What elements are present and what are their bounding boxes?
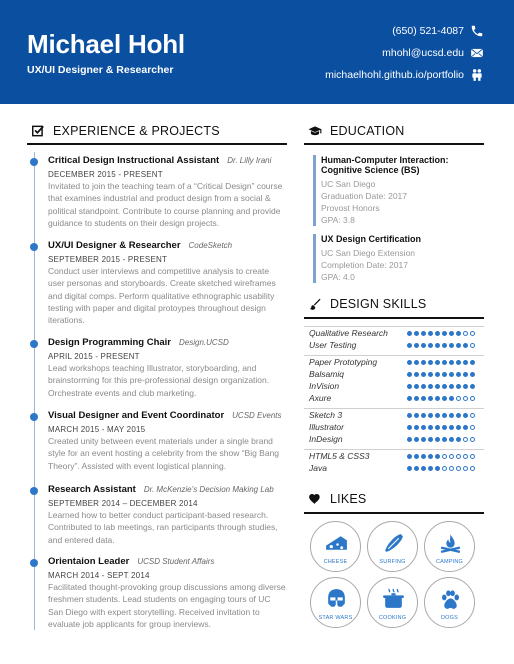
education-detail: UC San Diego Extension [321, 248, 416, 258]
experience-title: Research Assistant [48, 484, 136, 495]
experience-item [48, 556, 286, 630]
experience-title: Visual Designer and Event Coordinator [48, 410, 225, 421]
rating-dot-filled [456, 437, 461, 442]
rating-dot-filled [414, 343, 419, 348]
skill-rating [407, 384, 475, 389]
resume-header [0, 0, 514, 104]
rating-dot-filled [414, 454, 419, 459]
rating-dot-filled [428, 437, 433, 442]
skill-row [304, 421, 484, 433]
skill-row [304, 392, 484, 404]
rating-dot-empty [470, 454, 475, 459]
experience-item [48, 337, 286, 399]
experience-heading [31, 124, 220, 138]
rating-dot-filled [435, 396, 440, 401]
rating-dot-filled [456, 384, 461, 389]
rating-dot-filled [421, 343, 426, 348]
rating-dot-filled [407, 466, 412, 471]
experience-org: UCSD Events [232, 411, 282, 420]
rating-dot-filled [442, 413, 447, 418]
experience-title: Design Programming Chair [48, 337, 171, 348]
rating-dot-filled [414, 360, 419, 365]
skill-name: InVision [309, 381, 340, 391]
rating-dot-filled [428, 413, 433, 418]
rating-dot-filled [449, 396, 454, 401]
rating-dot-empty [470, 331, 475, 336]
skill-name: Paper Prototyping [309, 357, 378, 367]
experience-item [48, 484, 286, 546]
education-heading-text: EDUCATION [330, 124, 405, 138]
rating-dot-filled [435, 466, 440, 471]
rating-dot-filled [407, 413, 412, 418]
experience-title: Critical Design Instructional Assistant [48, 155, 220, 166]
rating-dot-filled [435, 425, 440, 430]
experience-item [48, 155, 286, 229]
rating-dot-filled [421, 466, 426, 471]
rating-dot-filled [442, 396, 447, 401]
experience-dates: SEPTEMBER 2015 - PRESENT [48, 255, 168, 264]
education-detail: UC San Diego [321, 179, 376, 189]
rating-dot-filled [463, 360, 468, 365]
education-detail: Graduation Date: 2017 [321, 191, 408, 201]
experience-item [48, 410, 286, 472]
rating-dot-filled [421, 437, 426, 442]
rating-dot-filled [407, 372, 412, 377]
rating-dot-empty [470, 425, 475, 430]
education-title: UX Design Certification [321, 234, 422, 244]
education-detail: GPA: 4.0 [321, 272, 355, 282]
experience-desc: Lead workshops teaching Illustrator, storyboarding, and brainstorming for this pre-professional design organization. Orchestrate events and club marketing. [48, 363, 270, 398]
rating-dot-filled [442, 360, 447, 365]
rating-dot-filled [449, 343, 454, 348]
rating-dot-filled [456, 372, 461, 377]
experience-dates: SEPTEMBER 2014 – DECEMBER 2014 [48, 499, 198, 508]
rating-dot-filled [414, 437, 419, 442]
skill-row [304, 380, 484, 392]
rating-dot-filled [421, 413, 426, 418]
skill-rating [407, 360, 475, 365]
rating-dot-filled [414, 331, 419, 336]
skill-rating [407, 331, 475, 336]
rating-dot-filled [456, 343, 461, 348]
contact-email[interactable] [382, 46, 484, 60]
rating-dot-empty [470, 437, 475, 442]
experience-desc: Created unity between event materials under a single brand style for an event hosting a celebrity from the show “Big Bang Theory”. Assisted with event logistical planning. [48, 436, 280, 471]
person-name: Michael Hohl [27, 29, 185, 59]
rating-dot-filled [428, 425, 433, 430]
skill-group [304, 408, 484, 445]
timeline-dot [30, 413, 38, 421]
rating-dot-empty [456, 396, 461, 401]
graduation-cap-icon [308, 124, 322, 138]
paw-icon [438, 587, 463, 612]
rating-dot-filled [449, 413, 454, 418]
rating-dot-filled [407, 360, 412, 365]
rating-dot-empty [449, 466, 454, 471]
like-label: CHEESE [323, 559, 348, 565]
rating-dot-empty [456, 466, 461, 471]
rating-dot-filled [414, 466, 419, 471]
skill-row [304, 368, 484, 380]
rating-dot-filled [449, 425, 454, 430]
rating-dot-filled [435, 372, 440, 377]
rating-dot-filled [407, 396, 412, 401]
like-star-wars [310, 577, 361, 628]
person-role: UX/UI Designer & Researcher [27, 64, 174, 76]
rating-dot-filled [407, 425, 412, 430]
campfire-icon [438, 531, 463, 556]
skill-row [304, 450, 484, 462]
experience-title: Orientaion Leader [48, 556, 130, 567]
like-surfing [367, 521, 418, 572]
rating-dot-filled [449, 372, 454, 377]
rating-dot-empty [449, 454, 454, 459]
skill-row [304, 339, 484, 351]
experience-desc: Learned how to better conduct participant-based research. Contributed to lab meetings, ran participants through studies, and entered data. [48, 510, 278, 545]
skill-group [304, 326, 484, 351]
skill-name: Java [309, 463, 327, 473]
experience-org: Dr. McKenzie’s Decision Making Lab [143, 485, 274, 494]
timeline-dot [30, 158, 38, 166]
rating-dot-filled [463, 425, 468, 430]
rating-dot-filled [435, 437, 440, 442]
rating-dot-filled [442, 343, 447, 348]
skills-heading-text: DESIGN SKILLS [330, 297, 427, 311]
experience-item [48, 240, 286, 326]
skill-rating [407, 466, 475, 471]
rating-dot-filled [428, 360, 433, 365]
rating-dot-filled [421, 396, 426, 401]
rating-dot-filled [407, 331, 412, 336]
rating-dot-filled [421, 454, 426, 459]
rating-dot-filled [449, 331, 454, 336]
skill-row [304, 409, 484, 421]
skill-name: Sketch 3 [309, 410, 343, 420]
skills-heading [308, 297, 426, 311]
experience-desc: Invitated to join the teaching team of a “Critical Design” course that examines industrial and product design from a social & political standpoint. Contribute to course planning and provide guidance to students on their design projects. [48, 181, 283, 228]
rating-dot-filled [456, 425, 461, 430]
rating-dot-filled [463, 343, 468, 348]
skill-rating [407, 425, 475, 430]
timeline-dot [30, 243, 38, 251]
rating-dot-filled [463, 384, 468, 389]
skill-row [304, 356, 484, 368]
rating-dot-filled [435, 413, 440, 418]
experience-org: UCSD Student Affairs [137, 557, 215, 566]
rating-dot-filled [428, 331, 433, 336]
skill-rating [407, 396, 475, 401]
rating-dot-filled [442, 425, 447, 430]
rating-dot-filled [414, 425, 419, 430]
like-label: STAR WARS [318, 615, 353, 621]
rating-dot-empty [470, 396, 475, 401]
education-item [313, 234, 483, 283]
education-item [313, 155, 483, 226]
rating-dot-filled [435, 331, 440, 336]
rating-dot-filled [435, 343, 440, 348]
rating-dot-filled [407, 454, 412, 459]
experience-org: CodeSketch [188, 241, 233, 250]
rating-dot-empty [456, 454, 461, 459]
rating-dot-filled [414, 372, 419, 377]
timeline-dot [30, 487, 38, 495]
skill-name: User Testing [309, 340, 357, 350]
skill-rating [407, 437, 475, 442]
rating-dot-filled [435, 454, 440, 459]
like-label: CAMPING [435, 559, 464, 565]
experience-title: UX/UI Designer & Researcher [48, 240, 181, 251]
skill-group [304, 449, 484, 474]
rating-dot-filled [421, 425, 426, 430]
rating-dot-filled [442, 437, 447, 442]
timeline-dot [30, 340, 38, 348]
skill-row [304, 433, 484, 445]
education-rule [304, 143, 484, 145]
education-detail: GPA: 3.8 [321, 215, 355, 225]
experience-dates: DECEMBER 2015 - PRESENT [48, 170, 163, 179]
checkbox-icon [31, 124, 45, 138]
paintbrush-icon [308, 297, 322, 311]
rating-dot-filled [421, 372, 426, 377]
like-dogs [424, 577, 475, 628]
rating-dot-filled [421, 384, 426, 389]
like-cheese [310, 521, 361, 572]
rating-dot-filled [442, 384, 447, 389]
rating-dot-filled [463, 372, 468, 377]
rating-dot-filled [428, 343, 433, 348]
people-icon [470, 68, 484, 82]
education-detail: Completion Date: 2017 [321, 260, 408, 270]
pot-icon [381, 587, 406, 612]
rating-dot-filled [414, 413, 419, 418]
surfboard-icon [381, 531, 406, 556]
experience-dates: MARCH 2014 - SEPT 2014 [48, 571, 150, 580]
rating-dot-filled [449, 437, 454, 442]
likes-heading [308, 492, 366, 506]
likes-rule [304, 512, 484, 514]
rating-dot-filled [456, 331, 461, 336]
rating-dot-empty [463, 396, 468, 401]
rating-dot-filled [442, 372, 447, 377]
contact-website[interactable] [325, 68, 484, 82]
experience-org: Design.UCSD [179, 338, 229, 347]
cheese-icon [324, 531, 349, 556]
rating-dot-empty [470, 466, 475, 471]
skill-group [304, 355, 484, 404]
rating-dot-filled [449, 360, 454, 365]
rating-dot-filled [407, 343, 412, 348]
rating-dot-filled [428, 384, 433, 389]
skill-rating [407, 454, 475, 459]
rating-dot-filled [421, 331, 426, 336]
skill-name: HTML5 & CSS3 [309, 451, 370, 461]
like-label: SURFING [379, 559, 406, 565]
heart-icon [308, 492, 322, 506]
skill-rating [407, 372, 475, 377]
experience-heading-text: EXPERIENCE & PROJECTS [53, 124, 220, 138]
rating-dot-filled [435, 384, 440, 389]
experience-desc: Conduct user interviews and competitive analysis to create user personas and storyboards. Create sketched wireframes and digital comps. Perform qualitative ethnographic usability testing with paper and digital protoypes throughout design iterations. [48, 266, 276, 326]
rating-dot-filled [428, 466, 433, 471]
rating-dot-empty [470, 413, 475, 418]
like-camping [424, 521, 475, 572]
rating-dot-empty [463, 454, 468, 459]
rating-dot-filled [428, 396, 433, 401]
experience-dates: MARCH 2015 - MAY 2015 [48, 425, 146, 434]
email-text: mhohl@ucsd.edu [382, 47, 464, 59]
contact-phone[interactable] [392, 24, 484, 38]
helmet-icon [324, 587, 349, 612]
rating-dot-filled [470, 384, 475, 389]
rating-dot-empty [442, 466, 447, 471]
rating-dot-empty [442, 454, 447, 459]
rating-dot-filled [407, 384, 412, 389]
skill-row [304, 462, 484, 474]
rating-dot-filled [421, 360, 426, 365]
website-text: michaelhohl.github.io/portfolio [325, 69, 464, 81]
rating-dot-filled [449, 384, 454, 389]
rating-dot-filled [456, 360, 461, 365]
rating-dot-filled [456, 413, 461, 418]
rating-dot-filled [414, 384, 419, 389]
rating-dot-filled [470, 372, 475, 377]
experience-rule [27, 143, 287, 145]
skill-row [304, 327, 484, 339]
education-heading [308, 124, 405, 138]
rating-dot-empty [470, 343, 475, 348]
rating-dot-filled [463, 413, 468, 418]
timeline-dot [30, 559, 38, 567]
rating-dot-filled [470, 360, 475, 365]
rating-dot-empty [463, 437, 468, 442]
rating-dot-filled [442, 331, 447, 336]
education-title: Human-Computer Interaction: Cognitive Science (BS) [321, 155, 449, 175]
experience-dates: APRIL 2015 - PRESENT [48, 352, 140, 361]
skill-rating [407, 343, 475, 348]
phone-icon [470, 24, 484, 38]
rating-dot-filled [435, 360, 440, 365]
rating-dot-filled [414, 396, 419, 401]
rating-dot-filled [428, 372, 433, 377]
like-cooking [367, 577, 418, 628]
rating-dot-filled [407, 437, 412, 442]
experience-desc: Facilitated thought-provoking group discussions among diverse freshmen students. Lead students on engaging tours of UC San Diego with expert storytelling. Received invitation to evaluate job applicants for group inerviews. [48, 582, 286, 629]
experience-org: Dr. Lilly Irani [227, 156, 272, 165]
skills-rule [304, 317, 484, 319]
skill-rating [407, 413, 475, 418]
like-label: COOKING [378, 615, 407, 621]
like-label: DOGS [441, 615, 458, 621]
skill-name: Illustrator [309, 422, 344, 432]
likes-heading-text: LIKES [330, 492, 367, 506]
rating-dot-filled [428, 454, 433, 459]
skill-name: InDesign [309, 434, 343, 444]
phone-text: (650) 521-4087 [392, 25, 464, 37]
skill-name: Balsamiq [309, 369, 344, 379]
skill-name: Qualitative Research [309, 328, 388, 338]
envelope-icon [470, 46, 484, 60]
rating-dot-empty [463, 466, 468, 471]
skill-name: Axure [309, 393, 332, 403]
rating-dot-empty [463, 331, 468, 336]
education-detail: Provost Honors [321, 203, 380, 213]
